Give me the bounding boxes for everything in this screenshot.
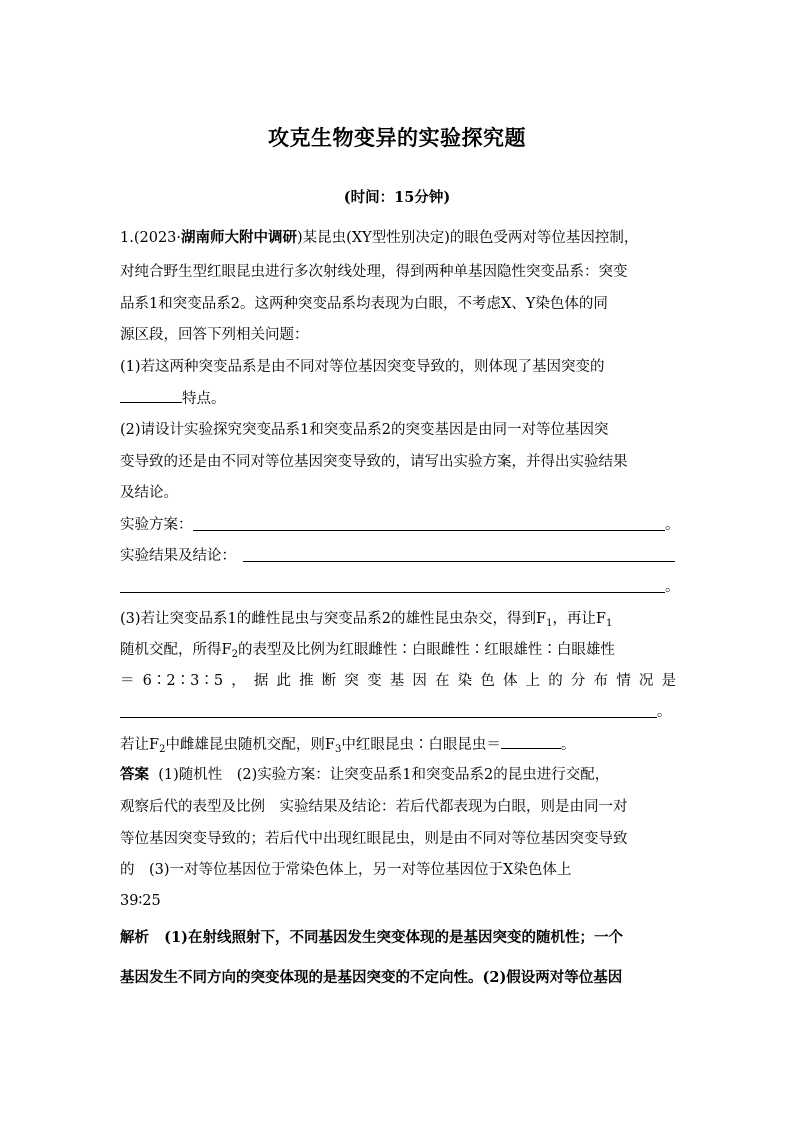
page-title: 攻克生物变异的实验探究题	[268, 125, 526, 150]
part-3-ratio-blank[interactable]	[501, 734, 561, 749]
experiment-plan-period: 。	[665, 517, 680, 533]
experiment-plan-blank[interactable]	[193, 530, 665, 531]
part-2-line-2: 变导致的还是由不同对等位基因突变导致的，请写出实验方案，并得出实验结果	[120, 454, 628, 470]
time-limit: (时间：15分钟)	[343, 189, 451, 206]
answer-line-3: 等位基因突变导致的；若后代中出现红眼昆虫，则是由不同对等位基因突变导致	[120, 831, 628, 847]
part-3-line-5: 若让$F_2$中雌雄昆虫随机交配，则$F_3$中红眼昆虫∶白眼昆虫＝ 。	[120, 734, 676, 755]
part-3-line-3: ＝6∶2∶3∶5，据此推断突变基因在染色体上的分布情况是	[120, 673, 676, 689]
result-conclusion-blank-2[interactable]	[120, 592, 665, 593]
answer-line-1: 答案 (1)随机性 (2)实验方案：让突变品系1和突变品系2的昆虫进行交配，	[120, 766, 610, 783]
analysis-label: 解析	[120, 929, 149, 946]
experiment-plan-label: 实验方案：	[120, 517, 193, 533]
analysis-line-1: 解析 (1)在射线照射下，不同基因发生突变体现的是基因突变的随机性；一个	[120, 929, 623, 946]
part-3-line-1: (3)若让突变品系1的雌性昆虫与突变品系2的雄性昆虫杂交，得到$F_1$，再让$F_1$	[120, 611, 613, 629]
question-1-stem-line-1: 1.(2023·湖南师大附中调研)某昆虫(XY型性别决定)的眼色受两对等位基因控制，	[120, 229, 639, 246]
result-conclusion-period: 。	[665, 579, 680, 595]
result-conclusion-blank-1[interactable]	[243, 561, 675, 562]
part-1-answer-blank[interactable]	[120, 388, 182, 403]
answer-line-2: 观察后代的表型及比例 实验结果及结论：若后代都表现为白眼，则是由同一对	[120, 799, 628, 815]
part-3-line-2: 随机交配，所得$F_2$的表型及比例为红眼雌性∶白眼雌性∶红眼雄性∶白眼雄性	[120, 642, 615, 660]
part-1-line-1: (1)若这两种突变品系是由不同对等位基因突变导致的，则体现了基因突变的	[120, 359, 605, 375]
question-source: 湖南师大附中调研	[181, 229, 298, 246]
part-2-line-1: (2)请设计实验探究突变品系1和突变品系2的突变基因是由同一对等位基因突	[120, 422, 609, 438]
part-3-distribution-blank[interactable]	[120, 717, 657, 718]
answer-line-4: 的 (3)一对等位基因位于常染色体上，另一对等位基因位于X染色体上	[120, 862, 572, 878]
question-1-stem-line-3: 品系1和突变品系2。这两种突变品系均表现为白眼，不考虑X、Y染色体的同	[120, 296, 608, 312]
result-conclusion-label: 实验结果及结论：	[120, 548, 236, 564]
part-1-line-2: 特点。	[120, 388, 676, 409]
answer-line-5: 39∶25	[120, 893, 161, 909]
answer-label: 答案	[120, 766, 149, 783]
part-2-line-3: 及结论。	[120, 485, 178, 501]
question-1-stem-line-2: 对纯合野生型红眼昆虫进行多次射线处理，得到两种单基因隐性突变品系：突变	[120, 264, 628, 280]
question-1-stem-line-4: 源区段，回答下列相关问题：	[120, 327, 309, 343]
part-3-period: 。	[657, 704, 672, 720]
analysis-line-2: 基因发生不同方向的突变体现的是基因突变的不定向性。(2)假设两对等位基因	[120, 969, 623, 986]
